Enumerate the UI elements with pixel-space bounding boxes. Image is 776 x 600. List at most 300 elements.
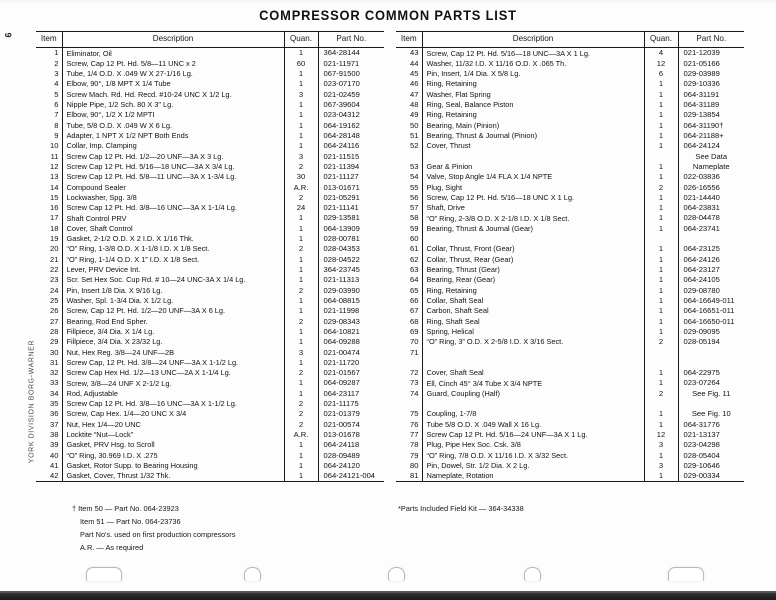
cell-part-number: 021-05291 bbox=[323, 192, 360, 202]
cell-description: Gasket, Rotor Supp. to Bearing Housing bbox=[62, 461, 284, 471]
table-row bbox=[36, 182, 384, 192]
cell-quantity: 1 bbox=[284, 120, 318, 130]
cell-description: Eliminator, Oil bbox=[62, 48, 284, 59]
cell-description: Bearing, Rod End Spher. bbox=[62, 316, 284, 326]
cell-part-number: 028-04478 bbox=[683, 213, 720, 223]
cell-item-number: 8 bbox=[36, 120, 62, 130]
table-row bbox=[36, 151, 384, 161]
binder-punch-hole bbox=[524, 567, 541, 581]
cell-part-number: 029-10646 bbox=[683, 460, 720, 470]
cell-quantity: 1 bbox=[284, 296, 318, 306]
cell-quantity: 1 bbox=[644, 316, 678, 326]
cell-description: Screw Cap 12 Pt. Hd. 3/8—16 UNC—3A X 1-1/4 Lg. bbox=[62, 203, 284, 213]
cell-part-number: 064-23127 bbox=[683, 265, 720, 275]
cell-item-number: 60 bbox=[396, 234, 422, 244]
table-row bbox=[36, 430, 384, 440]
cell-part-number: 064-24118 bbox=[323, 440, 360, 450]
cell-quantity: 2 bbox=[284, 285, 318, 295]
cell-item-number: * 63 bbox=[396, 265, 422, 275]
cell-quantity: 1 bbox=[284, 254, 318, 264]
cell-part-number: 023-07264 bbox=[683, 378, 720, 388]
cell-part-number: 023-04312 bbox=[323, 110, 360, 120]
cell-item-number: 9 bbox=[36, 131, 62, 141]
table-row bbox=[36, 296, 384, 306]
cell-description: Compound Sealer bbox=[62, 182, 284, 192]
cell-description: Screw, 3/8—24 UNF X 2-1/2 Lg. bbox=[62, 378, 284, 388]
cell-part-number: 021-12039 bbox=[683, 48, 720, 58]
cell-item-number: 22 bbox=[36, 265, 62, 275]
cell-item-number: 57 bbox=[396, 203, 422, 213]
cell-quantity: 1 bbox=[644, 265, 678, 275]
cell-description: Screw Cap 12 Pt. Hd. 5/16—18 UNC—3A X 3/4 Lg. bbox=[62, 162, 284, 172]
cell-description: Washer, Flat Spring bbox=[422, 89, 644, 99]
cell-item-number: 20 bbox=[36, 244, 62, 254]
column-header-description: Description bbox=[62, 32, 284, 48]
table-row bbox=[396, 378, 744, 388]
cell-description: Elbow, 90°, 1/8 MPT X 1/4 Tube bbox=[62, 79, 284, 89]
cell-item-number: 25 bbox=[36, 296, 62, 306]
cell-part-number: 064-23741 bbox=[683, 223, 720, 233]
table-row bbox=[396, 120, 744, 130]
cell-description: Gasket, 2-1/2 O.D. X 2 I.D. X 1/16 Thk. bbox=[62, 234, 284, 244]
cell-quantity: 12 bbox=[644, 58, 678, 68]
cell-part-number: 023-04298 bbox=[683, 440, 720, 450]
column-header-part-no: Part No. bbox=[318, 32, 384, 48]
cell-part-number: 064-16651-011 bbox=[683, 306, 735, 316]
cell-description: Valve, Stop Angle 1/4 FLA X 1/4 NPTE bbox=[422, 172, 644, 182]
cell-quantity: 1 bbox=[644, 285, 678, 295]
table-row bbox=[396, 347, 744, 357]
cell-part-number: 021-01379 bbox=[323, 409, 360, 419]
cell-quantity: 3 bbox=[284, 151, 318, 161]
table-row bbox=[36, 203, 384, 213]
table-row bbox=[396, 265, 744, 275]
cell-description: Nut, Hex Reg. 3/8—24 UNF—2B bbox=[62, 347, 284, 357]
cell-quantity bbox=[644, 151, 678, 161]
cell-quantity: 1 bbox=[284, 388, 318, 398]
cell-quantity: 3 bbox=[644, 461, 678, 471]
cell-description bbox=[422, 399, 644, 409]
table-row bbox=[36, 254, 384, 264]
footnote-line: Part No's. used on first production compressors bbox=[80, 530, 236, 539]
cell-part-number: 021-13137 bbox=[683, 430, 720, 440]
cell-quantity: 2 bbox=[644, 337, 678, 347]
table-row bbox=[396, 430, 744, 440]
table-body-left bbox=[36, 48, 384, 482]
cell-part-number: 064-24126 bbox=[683, 254, 720, 264]
cell-part-number: 064-08815 bbox=[323, 295, 360, 305]
cell-quantity: 1 bbox=[284, 471, 318, 482]
cell-description: Rod, Adjustable bbox=[62, 388, 284, 398]
cell-quantity: 1 bbox=[284, 110, 318, 120]
table-row bbox=[36, 306, 384, 316]
cell-item-number: * 39 bbox=[36, 440, 62, 450]
cell-item-number: 45 bbox=[396, 69, 422, 79]
cell-item-number: 38 bbox=[36, 430, 62, 440]
cell-part-number: 023-07170 bbox=[323, 79, 360, 89]
cell-description: Screw Cap 12 Pt. Hd. 5/16—24 UNF—3A X 1 Lg. bbox=[422, 430, 644, 440]
cell-part-number: 029-03989 bbox=[683, 69, 720, 79]
cell-description: Screw Cap Hex Hd. 1/2—13 UNC—2A X 1-1/4 Lg. bbox=[62, 368, 284, 378]
cell-item-number: 2 bbox=[36, 58, 62, 68]
table-row bbox=[36, 234, 384, 244]
cell-quantity: 1 bbox=[284, 357, 318, 367]
table-row bbox=[36, 213, 384, 223]
cell-item-number: 55 bbox=[396, 182, 422, 192]
cell-item-number: 54 bbox=[396, 172, 422, 182]
cell-quantity: 6 bbox=[644, 69, 678, 79]
cell-part-number: 064-23117 bbox=[323, 388, 360, 398]
cell-item-number: 44 bbox=[396, 58, 422, 68]
cell-item-number: 32 bbox=[36, 368, 62, 378]
cell-item-number: 12 bbox=[36, 162, 62, 172]
cell-quantity: 1 bbox=[284, 79, 318, 89]
table-row bbox=[396, 337, 744, 347]
table-row bbox=[36, 48, 384, 59]
cell-description: Pin, Dowel, Str. 1/2 Dia. X 2 Lg. bbox=[422, 461, 644, 471]
cell-part-number: 021-11175 bbox=[323, 399, 359, 409]
cell-description: Adapter, 1 NPT X 1/2 NPT Both Ends bbox=[62, 131, 284, 141]
cell-part-number: 028-09489 bbox=[323, 450, 360, 460]
cell-description: Pin, Insert 1/8 Dia. X 9/16 Lg. bbox=[62, 285, 284, 295]
cell-part-number: 026-16556 bbox=[683, 182, 720, 192]
binder-punch-hole bbox=[388, 567, 405, 581]
cell-part-number: 021-14440 bbox=[683, 192, 720, 202]
cell-part-number: 021-00474 bbox=[323, 347, 360, 357]
table-row bbox=[36, 347, 384, 357]
cell-description: “O” Ring, 1-3/8 O.D. X 1-1/8 I.D. X 1/8 Sect. bbox=[62, 244, 284, 254]
cell-quantity: 1 bbox=[284, 450, 318, 460]
cell-item-number: 70 bbox=[396, 337, 422, 347]
table-row bbox=[396, 172, 744, 182]
cell-item-number: 15 bbox=[36, 192, 62, 202]
cell-item-number: 49 bbox=[396, 110, 422, 120]
cell-part-number: 064-31776 bbox=[683, 419, 720, 429]
table-row bbox=[396, 244, 744, 254]
cell-description: Scr. Set Hex Soc. Cup Rd. # 10—24 UNC-3A X 1/4 Lg. bbox=[62, 275, 284, 285]
table-row bbox=[36, 89, 384, 99]
cell-description: “O” Ring, 7/8 O.D. X 11/16 I.D. X 3/32 Sect. bbox=[422, 450, 644, 460]
parts-table-right bbox=[396, 31, 744, 482]
cell-description: Fillpiece, 3/4 Dia. X 23/32 Lg. bbox=[62, 337, 284, 347]
cell-item-number: * 52 bbox=[396, 141, 422, 151]
cell-part-number: 021-01567 bbox=[323, 368, 360, 378]
cell-quantity: 1 bbox=[284, 69, 318, 79]
cell-description: Plug, Sight bbox=[422, 182, 644, 192]
cell-quantity: 60 bbox=[284, 58, 318, 68]
table-row bbox=[396, 192, 744, 202]
cell-item-number: 19 bbox=[36, 234, 62, 244]
table-row bbox=[36, 357, 384, 367]
cell-item-number: 29 bbox=[36, 337, 62, 347]
table-row bbox=[36, 100, 384, 110]
cell-description: Washer, Spl. 1-3/4 Dia. X 1/2 Lg. bbox=[62, 296, 284, 306]
cell-part-number: 064-31190† bbox=[683, 120, 724, 130]
table-row bbox=[396, 100, 744, 110]
cell-quantity: 1 bbox=[644, 275, 678, 285]
cell-item-number: 77 bbox=[396, 430, 422, 440]
cell-part-number: 028-04353 bbox=[323, 244, 360, 254]
cell-part-number: 028-05194 bbox=[683, 337, 720, 347]
table-row bbox=[396, 79, 744, 89]
table-row bbox=[396, 368, 744, 378]
table-row bbox=[396, 316, 744, 326]
cell-description: Pin, Insert, 1/4 Dia. X 5/8 Lg. bbox=[422, 69, 644, 79]
cell-description: Nipple Pipe, 1/2 Sch. 80 X 3" Lg. bbox=[62, 100, 284, 110]
cell-part-number: 028-00781 bbox=[323, 234, 360, 244]
cell-description: Screw, Cap 12 Pt. Hd. 5/8—11 UNC x 2 bbox=[62, 58, 284, 68]
cell-quantity: 1 bbox=[644, 203, 678, 213]
cell-part-number: 064-31191 bbox=[683, 89, 720, 99]
cell-item-number: 78 bbox=[396, 440, 422, 450]
cell-quantity: 1 bbox=[284, 234, 318, 244]
table-row bbox=[396, 162, 744, 172]
column-header-description: Description bbox=[422, 32, 644, 48]
cell-quantity: 1 bbox=[644, 162, 678, 172]
table-row bbox=[396, 141, 744, 151]
cell-part-number: See Fig. 10 bbox=[691, 409, 731, 419]
cell-part-number: 021-11720 bbox=[323, 357, 360, 367]
cell-part-number: 021-00574 bbox=[323, 419, 360, 429]
page-number: 6 bbox=[3, 32, 14, 38]
cell-item-number: 26 bbox=[36, 306, 62, 316]
table-row bbox=[36, 244, 384, 254]
table-row bbox=[396, 450, 744, 460]
cell-quantity: 1 bbox=[644, 141, 678, 151]
table-row bbox=[36, 337, 384, 347]
cell-item-number bbox=[396, 399, 422, 409]
table-row bbox=[396, 357, 744, 367]
cell-description: Spring, Helical bbox=[422, 327, 644, 337]
footnote-line: † Item 50 — Part No. 064-23923 bbox=[72, 504, 179, 513]
cell-part-number: See Data bbox=[695, 151, 728, 161]
column-header-item: Item bbox=[396, 32, 422, 48]
cell-item-number: 46 bbox=[396, 79, 422, 89]
cell-description: Bearing, Rear (Gear) bbox=[422, 275, 644, 285]
table-row bbox=[36, 409, 384, 419]
cell-part-number: 064-31189 bbox=[683, 100, 720, 110]
binder-punch-hole bbox=[244, 567, 261, 581]
cell-description: Coupling, 1-7/8 bbox=[422, 409, 644, 419]
cell-part-number: 064-24105 bbox=[683, 275, 720, 285]
cell-description: Bearing, Thrust (Gear) bbox=[422, 265, 644, 275]
cell-quantity: 1 bbox=[284, 48, 318, 59]
cell-item-number: 40 bbox=[36, 450, 62, 460]
table-row bbox=[36, 79, 384, 89]
cell-item-number: 36 bbox=[36, 409, 62, 419]
cell-item-number: 7 bbox=[36, 110, 62, 120]
table-row bbox=[36, 265, 384, 275]
cell-quantity: 24 bbox=[284, 203, 318, 213]
cell-quantity bbox=[644, 234, 678, 244]
cell-description: Gasket, PRV Hsg. to Scroll bbox=[62, 440, 284, 450]
table-row bbox=[396, 89, 744, 99]
cell-quantity: 1 bbox=[644, 192, 678, 202]
table-row bbox=[396, 440, 744, 450]
cell-item-number: 27 bbox=[36, 316, 62, 326]
cell-item-number: 31 bbox=[36, 357, 62, 367]
cell-part-number: 028-05404 bbox=[683, 450, 720, 460]
cell-quantity: 1 bbox=[644, 306, 678, 316]
table-row bbox=[396, 131, 744, 141]
cell-quantity: 1 bbox=[284, 213, 318, 223]
cell-item-number: 43 bbox=[396, 48, 422, 59]
cell-part-number: 022-03836 bbox=[683, 172, 720, 182]
cell-part-number: 021-11394 bbox=[323, 161, 360, 171]
cell-quantity bbox=[644, 399, 678, 409]
cell-part-number: 064-24120 bbox=[323, 460, 360, 470]
table-row bbox=[396, 461, 744, 471]
table-row bbox=[36, 316, 384, 326]
cell-part-number: 064-21188+ bbox=[683, 130, 724, 140]
cell-item-number: 66 bbox=[396, 296, 422, 306]
cell-part-number: 064-28148 bbox=[323, 130, 360, 140]
cell-part-number bbox=[678, 399, 744, 409]
cell-part-number: 013-01671 bbox=[323, 182, 360, 192]
cell-item-number: * 41 bbox=[36, 461, 62, 471]
table-header-row bbox=[396, 32, 744, 48]
table-row bbox=[36, 162, 384, 172]
cell-description: Shaft, Drive bbox=[422, 203, 644, 213]
table-row bbox=[396, 223, 744, 233]
footnote-line: A.R. — As required bbox=[80, 543, 144, 552]
cell-description: Gasket, Cover, Thrust 1/32 Thk. bbox=[62, 471, 284, 482]
cell-item-number: 37 bbox=[36, 419, 62, 429]
cell-quantity: A.R. bbox=[284, 430, 318, 440]
cell-item-number: 56 bbox=[396, 192, 422, 202]
cell-quantity: 1 bbox=[284, 327, 318, 337]
cell-part-number bbox=[678, 234, 744, 244]
table-row bbox=[396, 327, 744, 337]
cell-item-number: 71 bbox=[396, 347, 422, 357]
cell-quantity: 1 bbox=[644, 110, 678, 120]
table-row bbox=[36, 471, 384, 482]
cell-part-number: 029-09095 bbox=[683, 326, 720, 336]
table-row bbox=[396, 419, 744, 429]
parts-table-left bbox=[36, 31, 384, 482]
cell-quantity: 1 bbox=[644, 172, 678, 182]
table-row bbox=[396, 69, 744, 79]
cell-item-number: 18 bbox=[36, 223, 62, 233]
cell-item-number bbox=[396, 357, 422, 367]
cell-item-number: 47 bbox=[396, 89, 422, 99]
cell-quantity: 2 bbox=[284, 419, 318, 429]
cell-item-number: 53 bbox=[396, 162, 422, 172]
cell-quantity: 1 bbox=[284, 141, 318, 151]
table-row bbox=[396, 296, 744, 306]
table-row bbox=[36, 69, 384, 79]
cell-item-number bbox=[396, 151, 422, 161]
cell-part-number: 064-24116 bbox=[323, 141, 360, 151]
cell-item-number: 6 bbox=[36, 100, 62, 110]
cell-description: Screw, Cap 12 Pt. Hd. 1/2—20 UNF—3A X 6 Lg. bbox=[62, 306, 284, 316]
cell-item-number: 17 bbox=[36, 213, 62, 223]
cell-part-number: 021-11998 bbox=[323, 306, 360, 316]
cell-part-number: See Fig. 11 bbox=[692, 388, 731, 398]
cell-quantity: 1 bbox=[644, 79, 678, 89]
cell-part-number: 029-08343 bbox=[323, 316, 360, 326]
cell-description: Elbow, 90°, 1/2 X 1/2 MPTI bbox=[62, 110, 284, 120]
cell-description: Screw Mach. Rd. Hd. Recd. #10-24 UNC X 1/2 Lg. bbox=[62, 89, 284, 99]
cell-item-number: 5 bbox=[36, 89, 62, 99]
cell-item-number: 23 bbox=[36, 275, 62, 285]
cell-description bbox=[422, 151, 644, 161]
cell-part-number: 029-10336 bbox=[683, 79, 720, 89]
cell-quantity: 1 bbox=[284, 131, 318, 141]
cell-quantity: 2 bbox=[284, 192, 318, 202]
footnote-field-kit: *Parts Included Field Kit — 364-34338 bbox=[398, 504, 524, 513]
cell-item-number: 33 bbox=[36, 378, 62, 388]
cell-quantity: 1 bbox=[284, 275, 318, 285]
cell-part-number: 064-16650-011 bbox=[683, 316, 735, 326]
table-row bbox=[36, 110, 384, 120]
cell-description: Locktite “Nut—Lock” bbox=[62, 430, 284, 440]
cell-description: “O” Ring, 2-3/8 O.D. X 2-1/8 I.D. X 1/8 Sect. bbox=[422, 213, 644, 223]
cell-quantity: 3 bbox=[644, 440, 678, 450]
table-body-right bbox=[396, 48, 744, 482]
cell-quantity: 1 bbox=[644, 327, 678, 337]
table-row bbox=[396, 234, 744, 244]
cell-description: Cover, Thrust bbox=[422, 141, 644, 151]
table-row bbox=[396, 213, 744, 223]
cell-description: Lever, PRV Device Int. bbox=[62, 265, 284, 275]
cell-description: Screw, Cap 12 Pt. Hd. 5/16—18 UNC X 1 Lg. bbox=[422, 192, 644, 202]
cell-quantity bbox=[644, 347, 678, 357]
table-row bbox=[36, 120, 384, 130]
cell-description: Screw, Cap 12 Pt. Hd. 5/16—18 UNC—3A X 1 Lg. bbox=[422, 48, 644, 59]
cell-item-number: 61 bbox=[396, 244, 422, 254]
cell-item-number: 35 bbox=[36, 399, 62, 409]
cell-quantity: A.R. bbox=[284, 182, 318, 192]
cell-quantity: 1 bbox=[644, 131, 678, 141]
cell-item-number: 34 bbox=[36, 388, 62, 398]
table-row bbox=[36, 192, 384, 202]
cell-part-number: 064-16649-011 bbox=[683, 295, 735, 305]
column-header-item: Item bbox=[36, 32, 62, 48]
cell-part-number: 021-02459 bbox=[323, 89, 360, 99]
cell-description: Ell, Cinch 45° 3/4 Tube X 3/4 NPTE bbox=[422, 378, 644, 388]
cell-description: Guard, Coupling (Half) bbox=[422, 388, 644, 398]
cell-item-number: 13 bbox=[36, 172, 62, 182]
cell-item-number: 75 bbox=[396, 409, 422, 419]
cell-description: Tube 5/8 O.D. X .049 Wall X 16 Lg. bbox=[422, 419, 644, 429]
table-row bbox=[396, 58, 744, 68]
cell-quantity: 1 bbox=[284, 223, 318, 233]
table-row bbox=[36, 172, 384, 182]
cell-item-number: 48 bbox=[396, 100, 422, 110]
cell-description bbox=[422, 357, 644, 367]
cell-part-number: 029-13854 bbox=[683, 110, 720, 120]
cell-description: Collar, Imp. Clamping bbox=[62, 141, 284, 151]
footnote-line: Item 51 — Part No. 064-23736 bbox=[80, 517, 181, 526]
cell-description: Collar, Thrust, Rear (Gear) bbox=[422, 254, 644, 264]
table-row bbox=[36, 378, 384, 388]
cell-item-number: 69 bbox=[396, 327, 422, 337]
cell-item-number: 62 bbox=[396, 254, 422, 264]
cell-description: Screw Cap, 12 Pt. Hd. 3/8—24 UNF—3A X 1-1/2 Lg. bbox=[62, 357, 284, 367]
column-header-quantity: Quan. bbox=[644, 32, 678, 48]
cell-description: Bearing, Thrust & Journal (Pinion) bbox=[422, 131, 644, 141]
cell-description: Ring, Retaining bbox=[422, 79, 644, 89]
cell-item-number: 72 bbox=[396, 368, 422, 378]
table-row bbox=[396, 285, 744, 295]
cell-description: Ring, Shaft Seal bbox=[422, 316, 644, 326]
scan-edge-bottom bbox=[0, 591, 776, 600]
cell-part-number: 064-24124 bbox=[683, 141, 720, 151]
cell-description: Screw, Cap Hex. 1/4—20 UNC X 3/4 bbox=[62, 409, 284, 419]
publisher-imprint: YORK DIVISION BORG-WARNER bbox=[28, 339, 36, 464]
cell-part-number: 067-39604 bbox=[323, 100, 360, 110]
